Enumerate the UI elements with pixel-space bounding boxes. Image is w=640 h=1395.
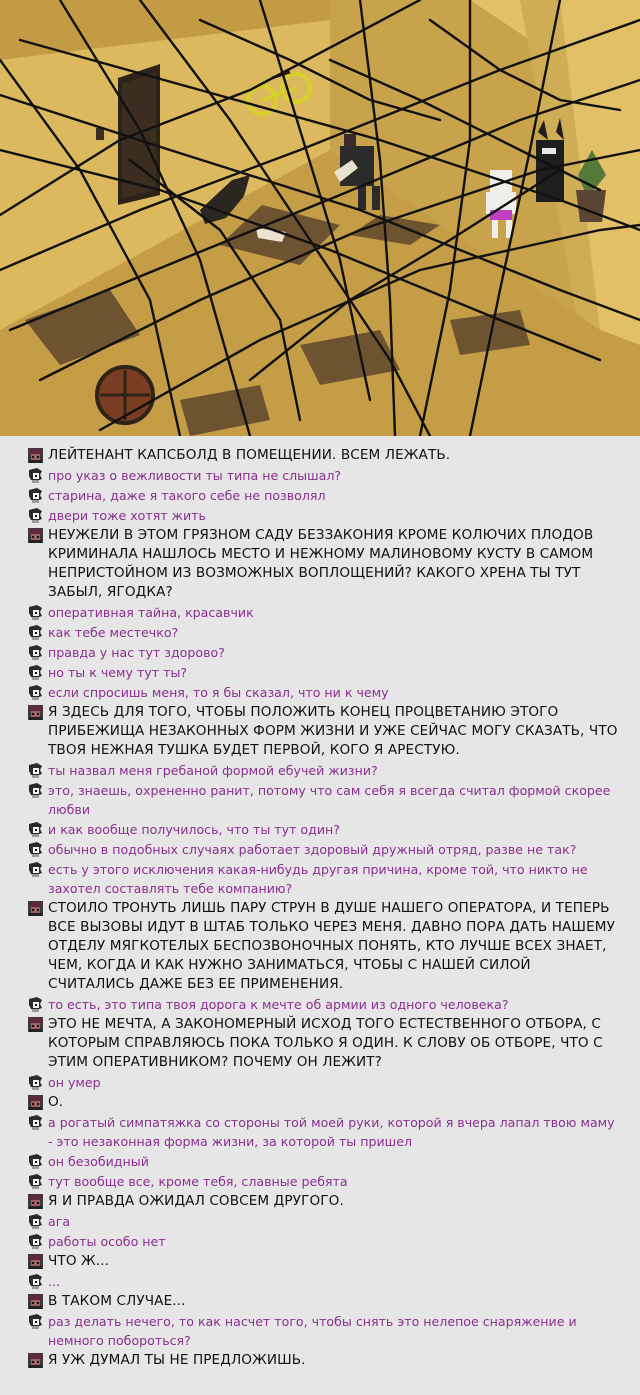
game-scene bbox=[0, 0, 640, 436]
lil-portrait-icon bbox=[28, 508, 43, 523]
dialogue-text: двери тоже хотят жить bbox=[48, 508, 206, 523]
lil-portrait-icon bbox=[28, 1274, 43, 1289]
lil-portrait-icon bbox=[28, 665, 43, 680]
dialogue-text: О. bbox=[48, 1094, 64, 1110]
dialogue-line bbox=[28, 703, 622, 760]
dialogue-line bbox=[28, 1252, 618, 1271]
dialogue-text: как тебе местечко? bbox=[48, 625, 179, 640]
dialogue-log bbox=[0, 446, 640, 1371]
lil-portrait-icon bbox=[28, 1075, 43, 1090]
lil-portrait-icon bbox=[28, 625, 43, 640]
captain-portrait-icon bbox=[28, 1353, 43, 1368]
dialogue-line bbox=[28, 761, 618, 780]
dialogue-text: НЕУЖЕЛИ В ЭТОМ ГРЯЗНОМ САДУ БЕЗЗАКОНИЯ КРОМЕ КОЛЮЧИХ ПЛОДОВ КРИМИНАЛА НАШЛОСЬ МЕСТО И НЕЖНОМУ МАЛИНОВОМУ КУСТУ В САМОМ НЕПРИСТОЙНОМ ИЗ ВОЗМОЖНЫХ ВОПЛОЩЕНИЙ? КАКОГО ХРЕНА ТЫ ТУТ ЗАБЫЛ, ЯГОДКА? bbox=[48, 527, 598, 600]
captain-portrait-icon bbox=[28, 1294, 43, 1309]
dialogue-line bbox=[28, 781, 618, 819]
dialogue-line bbox=[28, 1292, 618, 1311]
lil-portrait-icon bbox=[28, 1154, 43, 1169]
dialogue-text: правда у нас тут здорово? bbox=[48, 645, 225, 660]
dialogue-line bbox=[28, 663, 618, 682]
dialogue-text: обычно в подобных случаях работает здоровый дружный отряд, разве не так? bbox=[48, 842, 577, 857]
captain-portrait-icon bbox=[28, 1254, 43, 1269]
lil-portrait-icon bbox=[28, 1154, 43, 1169]
dialogue-text: тут вообще все, кроме тебя, славные ребята bbox=[48, 1174, 348, 1189]
lil-portrait-icon bbox=[28, 605, 43, 620]
lil-portrait-icon bbox=[28, 997, 43, 1012]
dialogue-text: В ТАКОМ СЛУЧАЕ... bbox=[48, 1293, 186, 1309]
lil-portrait-icon bbox=[28, 625, 43, 640]
dialogue-text: про указ о вежливости ты типа не слышал? bbox=[48, 468, 342, 483]
dialogue-line bbox=[28, 820, 618, 839]
lil-portrait-icon bbox=[28, 822, 43, 837]
dialogue-text: и как вообще получилось, что ты тут один? bbox=[48, 822, 340, 837]
dialogue-line bbox=[28, 623, 618, 642]
dialogue-text: он умер bbox=[48, 1075, 101, 1090]
dialogue-line bbox=[28, 1212, 618, 1231]
dialogue-line bbox=[28, 1312, 618, 1350]
lil-portrait-icon bbox=[28, 842, 43, 857]
dialogue-line bbox=[28, 995, 618, 1014]
captain-portrait-icon bbox=[28, 1294, 43, 1309]
lil-portrait-icon bbox=[28, 685, 43, 700]
captain-portrait-icon bbox=[28, 1194, 43, 1209]
lil-portrait-icon bbox=[28, 468, 43, 483]
dialogue-text: старина, даже я такого себе не позволял bbox=[48, 488, 326, 503]
captain-portrait-icon bbox=[28, 901, 43, 916]
lil-portrait-icon bbox=[28, 1075, 43, 1090]
lil-portrait-icon bbox=[28, 605, 43, 620]
captain-portrait-icon bbox=[28, 448, 43, 463]
dialogue-text: СТОИЛО ТРОНУТЬ ЛИШЬ ПАРУ СТРУН В ДУШЕ НАШЕГО ОПЕРАТОРА, И ТЕПЕРЬ ВСЕ ВЫЗОВЫ ИДУТ В ШТАБ ТОЛЬКО ЧЕРЕЗ МЕНЯ. ДАВНО ПОРА ДАТЬ НАШЕМУ ОТДЕЛУ МЯГКОТЕЛЫХ БЕСПОЗВОНОЧНЫХ ПОНЯТЬ, КТО ЛУЧШЕ ВСЕХ ЗНАЕТ, ЧЕМ, КОГДА И КАК НУЖНО ЗАНИМАТЬСЯ, ЧТОБЫ С НАШЕЙ СИЛОЙ СЧИТАЛИСЬ ДАЖЕ БЕЗ ЕЕ ПРИМЕНЕНИЯ. bbox=[48, 900, 620, 992]
captain-portrait-icon bbox=[28, 448, 43, 463]
captain-portrait-icon bbox=[28, 528, 43, 543]
dialogue-text: это, знаешь, охрененно ранит, потому что сам себя я всегда считал формой скорее любви bbox=[48, 783, 615, 817]
lil-portrait-icon bbox=[28, 783, 43, 798]
lil-portrait-icon bbox=[28, 685, 43, 700]
captain-portrait-icon bbox=[28, 1095, 43, 1110]
lil-portrait-icon bbox=[28, 1234, 43, 1249]
lil-portrait-icon bbox=[28, 1274, 43, 1289]
dialogue-line bbox=[28, 899, 618, 994]
dialogue-text: то есть, это типа твоя дорога к мечте об армии из одного человека? bbox=[48, 997, 509, 1012]
lil-portrait-icon bbox=[28, 1115, 43, 1130]
captain-portrait-icon bbox=[28, 1017, 43, 1032]
lil-portrait-icon bbox=[28, 1115, 43, 1130]
dialogue-line bbox=[28, 603, 618, 622]
lil-portrait-icon bbox=[28, 468, 43, 483]
dialogue-line bbox=[28, 1073, 618, 1092]
dialogue-text: если спросишь меня, то я бы сказал, что ни к чему bbox=[48, 685, 389, 700]
captain-portrait-icon bbox=[28, 1095, 43, 1110]
dialogue-line bbox=[28, 643, 618, 662]
lil-portrait-icon bbox=[28, 1314, 43, 1329]
dialogue-line bbox=[28, 446, 618, 465]
lil-portrait-icon bbox=[28, 862, 43, 877]
lil-portrait-icon bbox=[28, 763, 43, 778]
dialogue-line bbox=[28, 683, 618, 702]
dialogue-text: оперативная тайна, красавчик bbox=[48, 605, 254, 620]
dialogue-text: ... bbox=[48, 1274, 61, 1289]
dialogue-line bbox=[28, 1113, 618, 1151]
dialogue-text: ЭТО НЕ МЕЧТА, А ЗАКОНОМЕРНЫЙ ИСХОД ТОГО ЕСТЕСТВЕННОГО ОТБОРА, С КОТОРЫМ СПРАВЛЯЮСЬ ПОКА ТОЛЬКО Я ОДИН. К СЛОВУ ОБ ОТБОРЕ, ЧТО С ЭТИМ ОПЕРАТИВНИКОМ? ПОЧЕМУ ОН ЛЕЖИТ? bbox=[48, 1016, 608, 1070]
lil-portrait-icon bbox=[28, 1314, 43, 1329]
captain-portrait-icon bbox=[28, 705, 43, 720]
dialogue-line bbox=[28, 1152, 618, 1171]
dialogue-line bbox=[28, 466, 618, 485]
dialogue-line bbox=[28, 840, 618, 859]
dialogue-text: ага bbox=[48, 1214, 71, 1229]
dialogue-line bbox=[28, 486, 618, 505]
dialogue-text: ЧТО Ж... bbox=[48, 1253, 110, 1269]
dialogue-line bbox=[28, 1015, 618, 1072]
lil-portrait-icon bbox=[28, 997, 43, 1012]
dialogue-text: но ты к чему тут ты? bbox=[48, 665, 188, 680]
dialogue-text: ты назвал меня гребаной формой ебучей жизни? bbox=[48, 763, 378, 778]
dialogue-text: Я УЖ ДУМАЛ ТЫ НЕ ПРЕДЛОЖИШЬ. bbox=[48, 1352, 306, 1368]
dialogue-text: ЛЕЙТЕНАНТ КАПСБОЛД В ПОМЕЩЕНИИ. ВСЕМ ЛЕЖАТЬ. bbox=[48, 447, 451, 463]
captain-portrait-icon bbox=[28, 1017, 43, 1032]
captain-portrait-icon bbox=[28, 705, 43, 720]
captain-portrait-icon bbox=[28, 528, 43, 543]
dialogue-text: он безобидный bbox=[48, 1154, 149, 1169]
lil-portrait-icon bbox=[28, 763, 43, 778]
lil-portrait-icon bbox=[28, 842, 43, 857]
dialogue-text: Я И ПРАВДА ОЖИДАЛ СОВСЕМ ДРУГОГО. bbox=[48, 1193, 344, 1209]
lil-portrait-icon bbox=[28, 1174, 43, 1189]
captain-portrait-icon bbox=[28, 1353, 43, 1368]
captain-portrait-icon bbox=[28, 901, 43, 916]
lil-portrait-icon bbox=[28, 1214, 43, 1229]
lil-portrait-icon bbox=[28, 1234, 43, 1249]
dialogue-line bbox=[28, 1093, 618, 1112]
dialogue-line bbox=[28, 526, 618, 602]
lil-portrait-icon bbox=[28, 488, 43, 503]
lil-portrait-icon bbox=[28, 822, 43, 837]
dialogue-line bbox=[28, 860, 618, 898]
dialogue-line bbox=[28, 1192, 618, 1211]
lil-portrait-icon bbox=[28, 645, 43, 660]
dialogue-line bbox=[28, 1351, 618, 1370]
lil-portrait-icon bbox=[28, 665, 43, 680]
lil-portrait-icon bbox=[28, 862, 43, 877]
lil-portrait-icon bbox=[28, 508, 43, 523]
lil-portrait-icon bbox=[28, 488, 43, 503]
dialogue-line bbox=[28, 1232, 618, 1251]
lil-portrait-icon bbox=[28, 1174, 43, 1189]
lil-portrait-icon bbox=[28, 783, 43, 798]
dialogue-line bbox=[28, 506, 618, 525]
captain-portrait-icon bbox=[28, 1194, 43, 1209]
dialogue-text: Я ЗДЕСЬ ДЛЯ ТОГО, ЧТОБЫ ПОЛОЖИТЬ КОНЕЦ ПРОЦВЕТАНИЮ ЭТОГО ПРИБЕЖИЩА НЕЗАКОННЫХ ФОРМ ЖИЗНИ И УЖЕ СЕЙЧАС МОГУ СКАЗАТЬ, ЧТО ТВОЯ НЕЖНАЯ ТУШКА БУДЕТ ПЕРВОЙ, КОГО Я АРЕСТУЮ. bbox=[48, 704, 622, 758]
dialogue-line bbox=[28, 1272, 618, 1291]
captain-portrait-icon bbox=[28, 1254, 43, 1269]
game-scene-art bbox=[0, 0, 640, 436]
lil-portrait-icon bbox=[28, 645, 43, 660]
dialogue-text: есть у этого исключения какая-нибудь другая причина, кроме той, что никто не захотел составлять тебе компанию? bbox=[48, 862, 592, 896]
lil-portrait-icon bbox=[28, 1214, 43, 1229]
dialogue-text: раз делать нечего, то как насчет того, чтобы снять это нелепое снаряжение и немного побороться? bbox=[48, 1314, 581, 1348]
dialogue-text: работы особо нет bbox=[48, 1234, 166, 1249]
dialogue-line bbox=[28, 1172, 618, 1191]
dialogue-text: а рогатый симпатяжка со стороны той моей руки, которой я вчера лапал твою маму - это незаконная форма жизни, за которой ты пришел bbox=[48, 1115, 619, 1149]
